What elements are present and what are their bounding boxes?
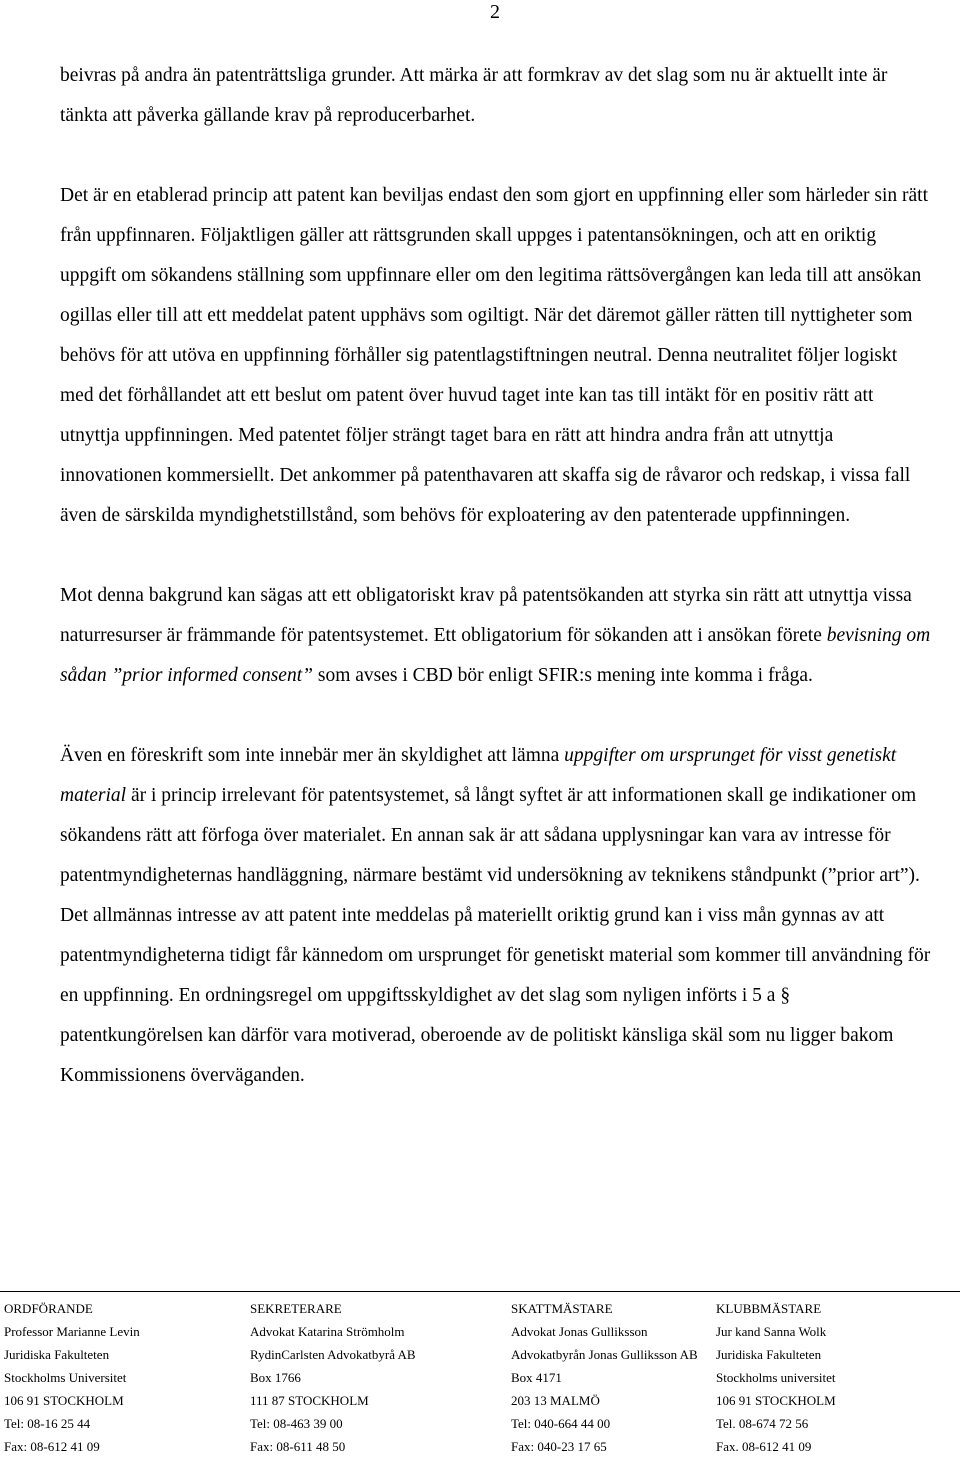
- italic-phrase: uppgifter om ursprunget för visst genetiskt material: [60, 745, 897, 806]
- footer-line: Advokat Jonas Gulliksson: [511, 1324, 648, 1339]
- footer-line: RydinCarlsten Advokatbyrå AB: [250, 1347, 416, 1362]
- footer-line: 111 87 STOCKHOLM: [250, 1393, 369, 1408]
- footer-line: Fax: 08-612 41 09: [4, 1439, 100, 1454]
- text-segment: beivras på andra än patenträttsliga grunder. Att märka är att formkrav av det slag som nu är aktuellt inte är tänkta att påverka gällande krav på reproducerbarhet.: [60, 65, 888, 126]
- footer-line: Professor Marianne Levin: [4, 1324, 140, 1339]
- footer-line: Stockholms universitet: [716, 1370, 836, 1385]
- footer-line: 106 91 STOCKHOLM: [4, 1393, 124, 1408]
- footer-line: Advokat Katarina Strömholm: [250, 1324, 405, 1339]
- footer-line: 106 91 STOCKHOLM: [716, 1393, 836, 1408]
- footer-line: Fax: 08-611 48 50: [250, 1439, 346, 1454]
- footer-line: Tel: 08-16 25 44: [4, 1416, 91, 1431]
- text-segment: Det är en etablerad princip att patent kan beviljas endast den som gjort en uppfinning eller som härleder sin rätt från uppfinnaren. Följaktligen gäller att rättsgrunden skall uppges i patentansökningen, och att en oriktig uppgift om sökandens ställning som uppfinnare eller om den legitima rättsövergången kan leda till att ansökan ogillas eller till att ett meddelat patent upphävs som ogiltigt. När det däremot gäller rätten till nyttigheter som behövs för att utöva en uppfinning förhåller sig patentlagstiftningen neutral. Denna neutralitet följer logiskt med det förhållandet att ett beslut om patent över huvud taget inte kan tas till intäkt för en positiv rätt att utnyttja uppfinningen. Med patentet följer strängt taget bara en rätt att hindra andra från att utnyttja innovationen kommersiellt. Det ankommer på patenthavaren att skaffa sig de råvaror och redskap, i vissa fall även de särskilda myndighetstillstånd, som behövs för exploatering av den patenterade uppfinningen.: [60, 185, 929, 526]
- footer-line: 203 13 MALMÖ: [511, 1393, 600, 1408]
- footer-line: Stockholms Universitet: [4, 1370, 127, 1385]
- footer-line: Fax: 040-23 17 65: [511, 1439, 607, 1454]
- paragraph: [60, 176, 935, 536]
- text-segment: är i princip irrelevant för patentsystemet, så långt syftet är att informationen skall ge indikationer om sökandens rätt att förfoga över materialet. En annan sak är att sådana upplysningar kan vara av intresse för patentmyndigheternas handläggning, närmare bestämt vid undersökning av teknikens ståndpunkt (”prior art”). Det allmännas intresse av att patent inte meddelas på materiellt oriktig grund kan i viss mån gynnas av att patentmyndigheterna tidigt får kännedom om ursprunget för genetiskt material som kommer till användning för en uppfinning. En ordningsregel om uppgiftsskyldighet av det slag som nyligen införts i 5 a § patentkungörelsen kan därför vara motiverad, oberoende av de politiskt känsliga skäl som nu ligger bakom Kommissionens överväganden.: [60, 785, 931, 1086]
- footer-role: SEKRETERARE: [250, 1301, 342, 1316]
- footer-column-ordförande: [4, 1297, 140, 1458]
- footer-line: Box 4171: [511, 1370, 562, 1385]
- footer-line: Jur kand Sanna Wolk: [716, 1324, 827, 1339]
- letterhead-footer: [0, 1291, 960, 1454]
- footer-role: ORDFÖRANDE: [4, 1301, 93, 1316]
- footer-line: Tel: 040-664 44 00: [511, 1416, 611, 1431]
- footer-line: Fax. 08-612 41 09: [716, 1439, 812, 1454]
- text-segment: som avses i CBD bör enligt SFIR:s mening inte komma i fråga.: [312, 665, 813, 686]
- footer-line: Juridiska Fakulteten: [4, 1347, 110, 1362]
- italic-phrase: bevisning om sådan ”prior informed consent”: [60, 625, 931, 686]
- footer-line: Tel. 08-674 72 56: [716, 1416, 809, 1431]
- footer-line: Box 1766: [250, 1370, 301, 1385]
- footer-line: Tel: 08-463 39 00: [250, 1416, 343, 1431]
- footer-column-skattmästare: [511, 1297, 698, 1458]
- footer-role: SKATTMÄSTARE: [511, 1301, 613, 1316]
- footer-role: KLUBBMÄSTARE: [716, 1301, 822, 1316]
- footer-line: Advokatbyrån Jonas Gulliksson AB: [511, 1347, 698, 1362]
- footer-column-klubbmästare: [716, 1297, 836, 1458]
- footer-column-sekreterare: [250, 1297, 416, 1458]
- body-text: [60, 56, 935, 1136]
- footer-line: Juridiska Fakulteten: [716, 1347, 822, 1362]
- text-segment: Även en föreskrift som inte innebär mer än skyldighet att lämna: [60, 745, 565, 766]
- page-number: 2: [490, 1, 500, 23]
- paragraph: [60, 56, 935, 136]
- paragraph: [60, 576, 935, 696]
- paragraph: [60, 736, 935, 1096]
- text-segment: Mot denna bakgrund kan sägas att ett obligatoriskt krav på patentsökanden att styrka sin rätt att utnyttja vissa naturresurser är främmande för patentsystemet. Ett obligatorium för sökanden att i ansökan förete: [60, 585, 912, 646]
